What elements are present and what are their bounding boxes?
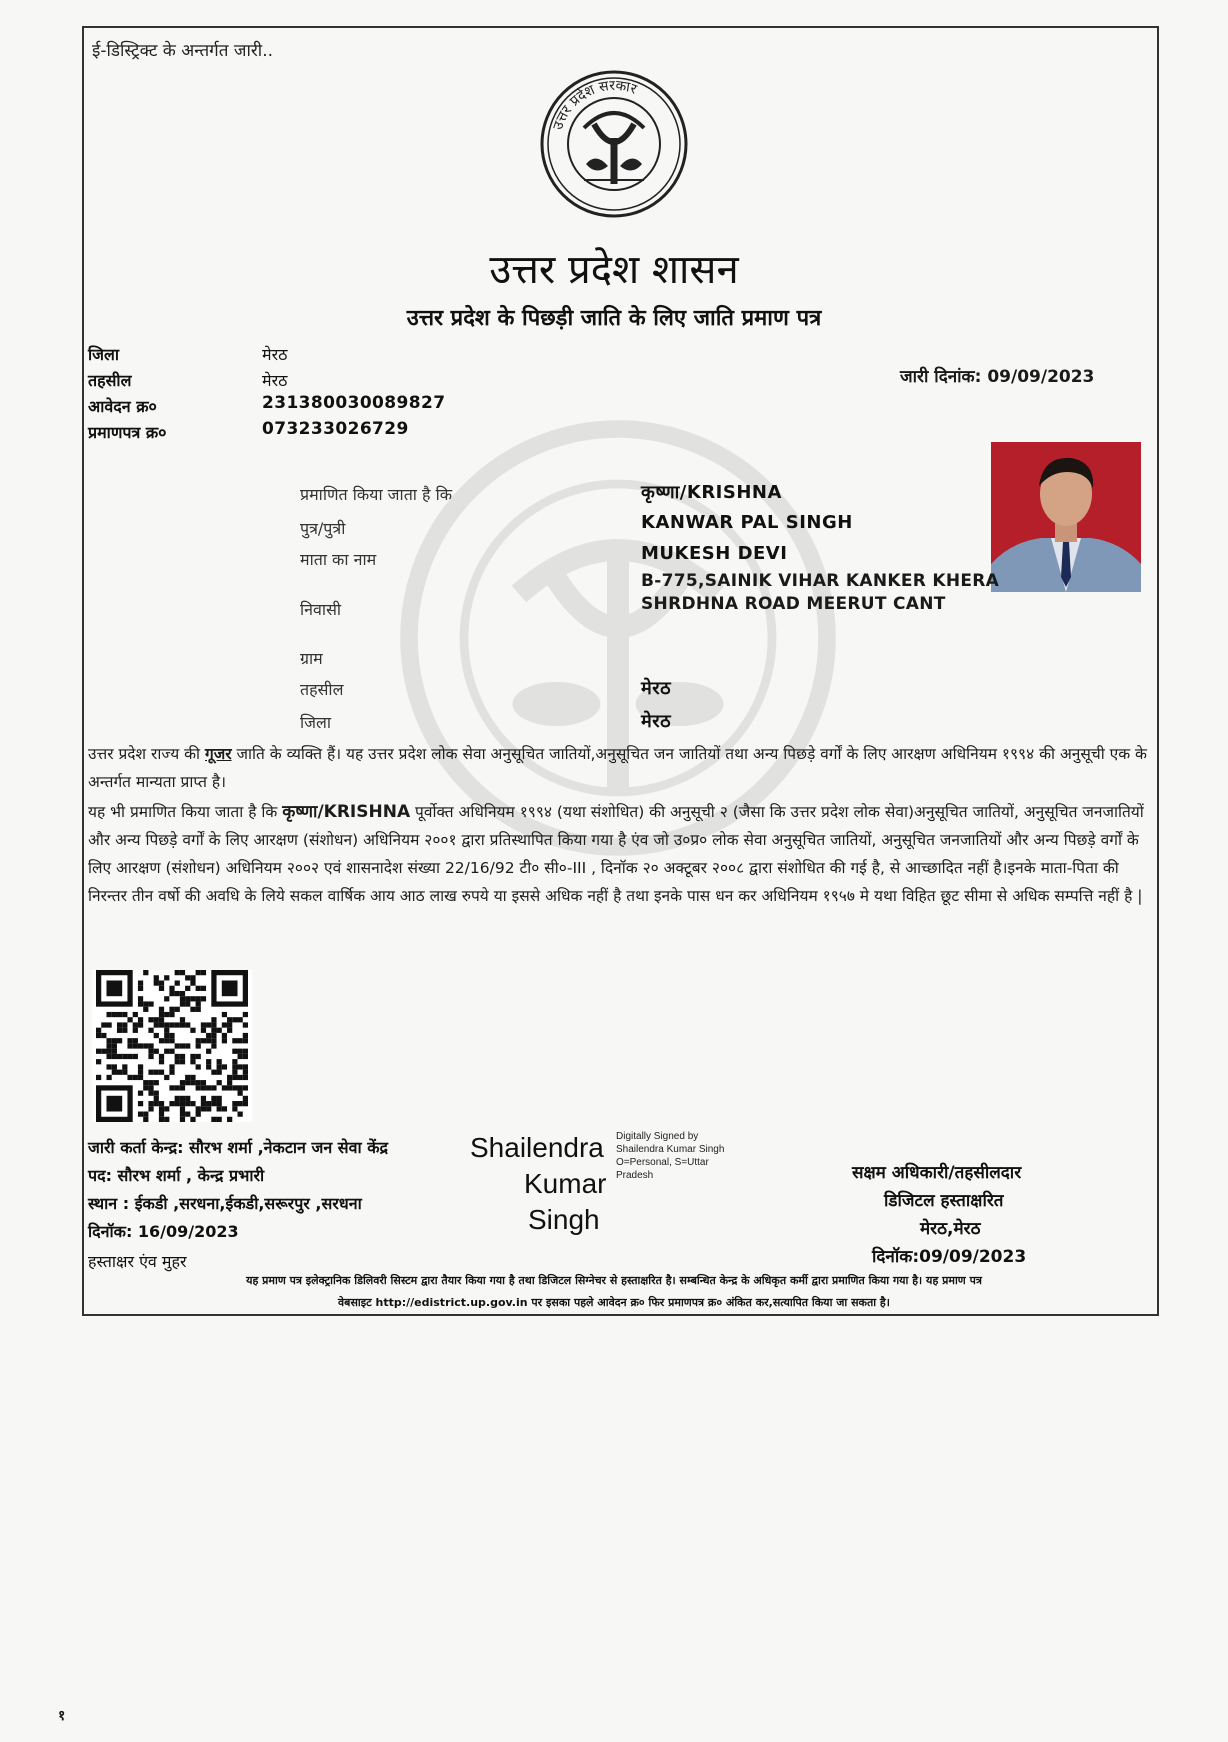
issuer-post: पद: सौरभ शर्मा , केन्द्र प्रभारी (88, 1166, 265, 1185)
issuer-date: दिनॉक: 16/09/2023 (88, 1222, 239, 1241)
certificate-number: 073233026729 (262, 419, 409, 439)
caste-paragraph (88, 740, 1150, 796)
person-tehsil-value: मेरठ (641, 678, 672, 699)
creamy-layer-paragraph (88, 798, 1150, 910)
seal-text: उत्तर प्रदेश सरकार (550, 77, 639, 132)
application-label: आवेदन क्र० (88, 397, 157, 416)
para2-name: कृष्णा/KRISHNA (282, 802, 411, 822)
applicant-photo (991, 442, 1141, 592)
qr-code (92, 970, 252, 1122)
mother-label: माता का नाम (300, 550, 377, 569)
para2-post: पूर्वोक्त अधिनियम १९९४ (यथा संशोधित) की अनुसूची २ (जैसा कि उत्तर प्रदेश लोक सेवा)अनुसूचित जातियों, अनुसूचित जनजातियों और अन्य पिछड़े वर्गों के लिए आरक्षण (संशोधन) अधिनियम २००१ द्वारा प्रतिस्थापित किया गया है एंव जो उ०प्र० लोक सेवा अनुसूचित जातियों, अनुसूचित जनजातियों और अन्य पिछड़े वर्गों के लिए आरक्षण (संशोधन) अधिनियम २००२ एवं शासनादेश संख्या 22/16/92 टी० सी०-III , दिनॉक २० अक्टूबर २००८ द्वारा संशोधित की गई है, से आच्छादित नहीं है।इनके माता-पिता की निरन्तर तीन वर्षो की अवधि के लिये सकल वार्षिक आय आठ लाख रुपये या इससे अधिक नहीं है तथा इनके पास धन कर अधिनियम १९५७ मे यथा विहित छूट सीमा से अधिक सम्पत्ति नहीं है | (88, 803, 1144, 905)
signature-name-line1: Shailendra (470, 1132, 604, 1163)
district-label: जिला (88, 345, 120, 364)
district-value: मेरठ (262, 345, 288, 364)
mother-name: MUKESH DEVI (641, 543, 788, 564)
footer-line-2: वेबसाइट http://edistrict.up.gov.in पर इसका पहले आवेदन क्र० फिर प्रमाणपत्र क्र० अंकित कर,सत्यापित किया जा सकता है। (338, 1296, 890, 1309)
authority-date: दिनॉक:09/09/2023 (872, 1247, 1027, 1267)
village-label: ग्राम (300, 649, 323, 668)
signature-name-line2: Kumar (524, 1168, 607, 1199)
signature-note-2: Shailendra Kumar Singh (616, 1144, 725, 1155)
father-name: KANWAR PAL SINGH (641, 512, 853, 533)
para1-post: जाति के व्यक्ति हैं। यह उत्तर प्रदेश लोक सेवा अनुसूचित जातियों,अनुसूचित जन जातियों तथा अन्य पिछड़े वर्गों के लिए आरक्षण अधिनियम १९९४ की अनुसूची एक के अन्तर्गत मान्यता प्राप्त है। (88, 745, 1147, 791)
application-number: 231380030089827 (262, 393, 446, 413)
tehsil-label: तहसील (88, 371, 132, 390)
para2-pre: यह भी प्रमाणित किया जाता है कि (88, 803, 283, 821)
issuer-place: स्थान : ईकडी ,सरधना,ईकडी,सरूरपुर ,सरधना (88, 1194, 362, 1213)
signature-note-1: Digitally Signed by (616, 1131, 699, 1142)
address-value: B-775,SAINIK VIHAR KANKER KHERA SHRDHNA ROAD MEERUT CANT (641, 571, 1000, 614)
signature-note-4: Pradesh (616, 1170, 654, 1181)
authority-title: सक्षम अधिकारी/तहसीलदार (852, 1163, 1022, 1183)
page-mark: १ (58, 1708, 66, 1724)
signature-name-line3: Singh (528, 1204, 600, 1235)
certificate-number-label: प्रमाणपत्र क्र० (88, 423, 167, 442)
header-note: ई-डिस्ट्रिक्ट के अन्तर्गत जारी.. (92, 41, 274, 61)
document-title: उत्तर प्रदेश शासन (489, 247, 739, 293)
person-district-label: जिला (300, 713, 332, 732)
issue-date: जारी दिनांक: 09/09/2023 (900, 367, 1095, 387)
tehsil-value: मेरठ (262, 371, 288, 390)
person-district-value: मेरठ (641, 711, 672, 732)
certified-label: प्रमाणित किया जाता है कि (300, 485, 453, 504)
issuing-center: जारी कर्ता केन्द्र: सौरभ शर्मा ,नेकटान जन सेवा केंद्र (88, 1138, 389, 1157)
person-tehsil-label: तहसील (300, 680, 344, 699)
signature-note-3: O=Personal, S=Uttar (616, 1157, 709, 1168)
authority-place: मेरठ,मेरठ (920, 1219, 981, 1239)
applicant-name: कृष्णा/KRISHNA (641, 482, 782, 503)
resident-label: निवासी (300, 600, 342, 619)
certificate-title: उत्तर प्रदेश के पिछड़ी जाति के लिए जाति प्रमाण पत्र (406, 305, 822, 331)
footer-line-1: यह प्रमाण पत्र इलेक्ट्रानिक डिलिवरी सिस्टम द्वारा तैयार किया गया है तथा डिजिटल सिग्नेचर से हस्ताक्षरित है। सम्बन्धित केन्द्र के अधिकृत कर्मी द्वारा प्रमाणित किया गया है। यह प्रमाण पत्र (246, 1274, 982, 1287)
caste-name: गूजर (204, 745, 232, 763)
para1-pre: उत्तर प्रदेश राज्य की (88, 745, 205, 763)
sign-seal-label: हस्ताक्षर एंव मुहर (88, 1252, 187, 1271)
up-govt-seal-icon (538, 68, 690, 220)
authority-digital: डिजिटल हस्ताक्षरित (884, 1191, 1004, 1211)
father-label: पुत्र/पुत्री (300, 519, 346, 538)
